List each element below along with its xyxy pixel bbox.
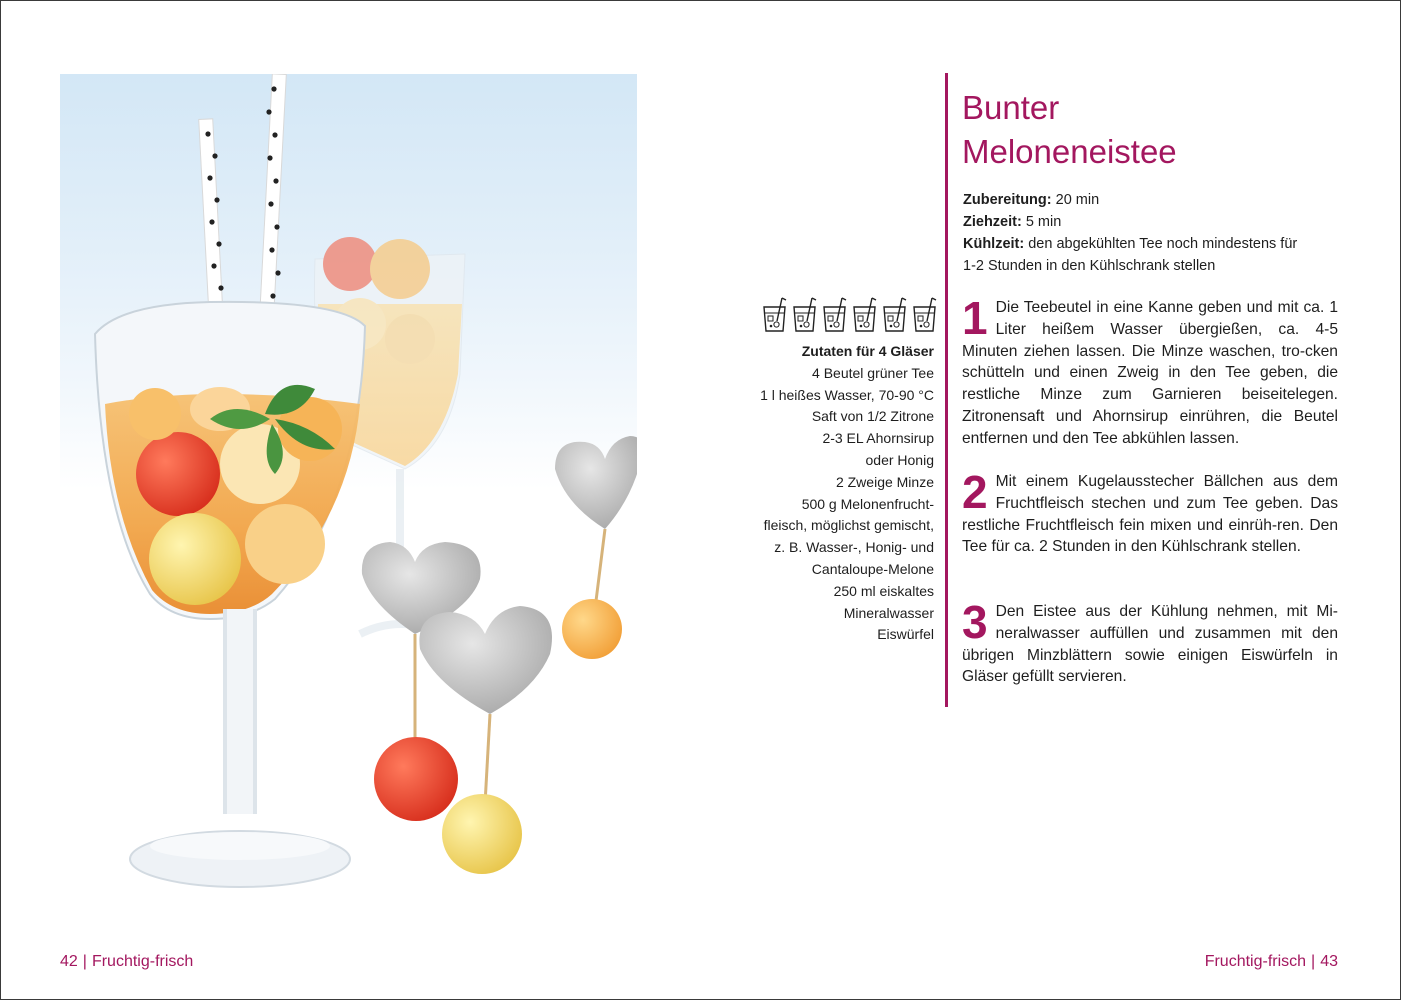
glass-with-straw-icon	[882, 297, 907, 333]
cool-time-value: den abgekühlten Tee noch mindestens für	[1024, 236, 1298, 252]
ingredients-list	[744, 341, 934, 646]
recipe-title-line2: Meloneneistee	[962, 133, 1177, 170]
section-name-left: Fruchtig-frisch	[91, 953, 194, 970]
steep-time-label: Ziehzeit:	[963, 214, 1022, 230]
ingredient-line: Eiswürfel	[877, 626, 934, 643]
glass-with-straw-icon	[792, 297, 817, 333]
step-number: 2	[962, 466, 988, 518]
step-number: 1	[962, 292, 988, 344]
step-2	[962, 466, 1338, 558]
ingredient-line: Cantaloupe-Melone	[811, 560, 934, 577]
step-text: Die Teebeutel in eine Kanne geben und mit ca. 1 Liter heißem Wasser übergießen, ca. 4-5 Minuten ziehen lassen. Die Minze waschen, tro-cken schütteln und einen Zweig in den Tee geben, die restliche Minze zum Garnieren beiseitelegen. Zitronensaft und Ahornsirup einrühren, die Beutel entfernen und den Tee abkühlen lassen.	[962, 299, 1338, 447]
page-number-left: 42	[60, 953, 78, 970]
ingredient-line: 2-3 EL Ahornsirup	[822, 430, 934, 447]
prep-time	[963, 189, 1297, 211]
ingredient-line: oder Honig	[865, 451, 934, 468]
step-3	[962, 596, 1338, 688]
recipe-title-line1: Bunter	[962, 89, 1060, 126]
section-name-right: Fruchtig-frisch	[1204, 953, 1307, 970]
ingredient-line: Mineralwasser	[843, 604, 934, 621]
page-number-right: 43	[1320, 953, 1338, 970]
footer-right	[1205, 953, 1338, 971]
glass-with-straw-icon	[822, 297, 847, 333]
recipe-meta	[963, 189, 1297, 277]
recipe-photo	[60, 74, 637, 940]
glass-with-straw-icon	[912, 297, 937, 333]
footer-separator-right: |	[1311, 953, 1316, 970]
ingredient-line: Saft von 1/2 Zitrone	[811, 408, 934, 425]
ingredient-line: fleisch, möglichst gemischt,	[763, 517, 934, 534]
footer-separator-left: |	[82, 953, 87, 970]
steep-time-value: 5 min	[1021, 214, 1062, 230]
cool-time	[963, 233, 1297, 255]
ingredient-line: 4 Beutel grüner Tee	[812, 364, 934, 381]
servings-icons	[762, 297, 937, 333]
step-text: Den Eistee aus der Kühlung nehmen, mit Mi-neralwasser auffüllen und zusammen mit den übrigen Minzblättern sowie einigen Eiswürfeln in Gläser gefüllt servieren.	[962, 603, 1338, 686]
ingredient-line: 1 l heißes Wasser, 70-90 °C	[760, 386, 934, 403]
prep-time-label: Zubereitung:	[963, 192, 1052, 208]
step-1	[962, 292, 1338, 450]
ingredients-heading: Zutaten für 4 Gläser	[801, 343, 934, 359]
ingredient-line: 2 Zweige Minze	[835, 473, 934, 490]
cool-time-label: Kühlzeit:	[963, 236, 1025, 252]
ingredient-line: z. B. Wasser-, Honig- und	[774, 539, 934, 556]
steep-time	[963, 211, 1297, 233]
ingredient-line: 250 ml eiskaltes	[833, 582, 934, 599]
step-text: Mit einem Kugelausstecher Bällchen aus dem Fruchtfleisch stechen und zum Tee geben. Das restliche Fruchtfleisch fein mixen und einrüh-ren. Den Tee für ca. 2 Stunden in den Kühlschrank stellen.	[962, 473, 1338, 556]
glass-with-straw-icon	[852, 297, 877, 333]
glass-with-straw-icon	[762, 297, 787, 333]
prep-time-value: 20 min	[1051, 192, 1100, 208]
recipe-title	[962, 86, 1177, 174]
ingredient-line: 500 g Melonenfrucht-	[801, 495, 934, 512]
accent-divider	[945, 73, 948, 707]
footer-left	[60, 953, 193, 971]
step-number: 3	[962, 596, 988, 648]
cool-time-continued: 1-2 Stunden in den Kühlschrank stellen	[963, 258, 1216, 274]
